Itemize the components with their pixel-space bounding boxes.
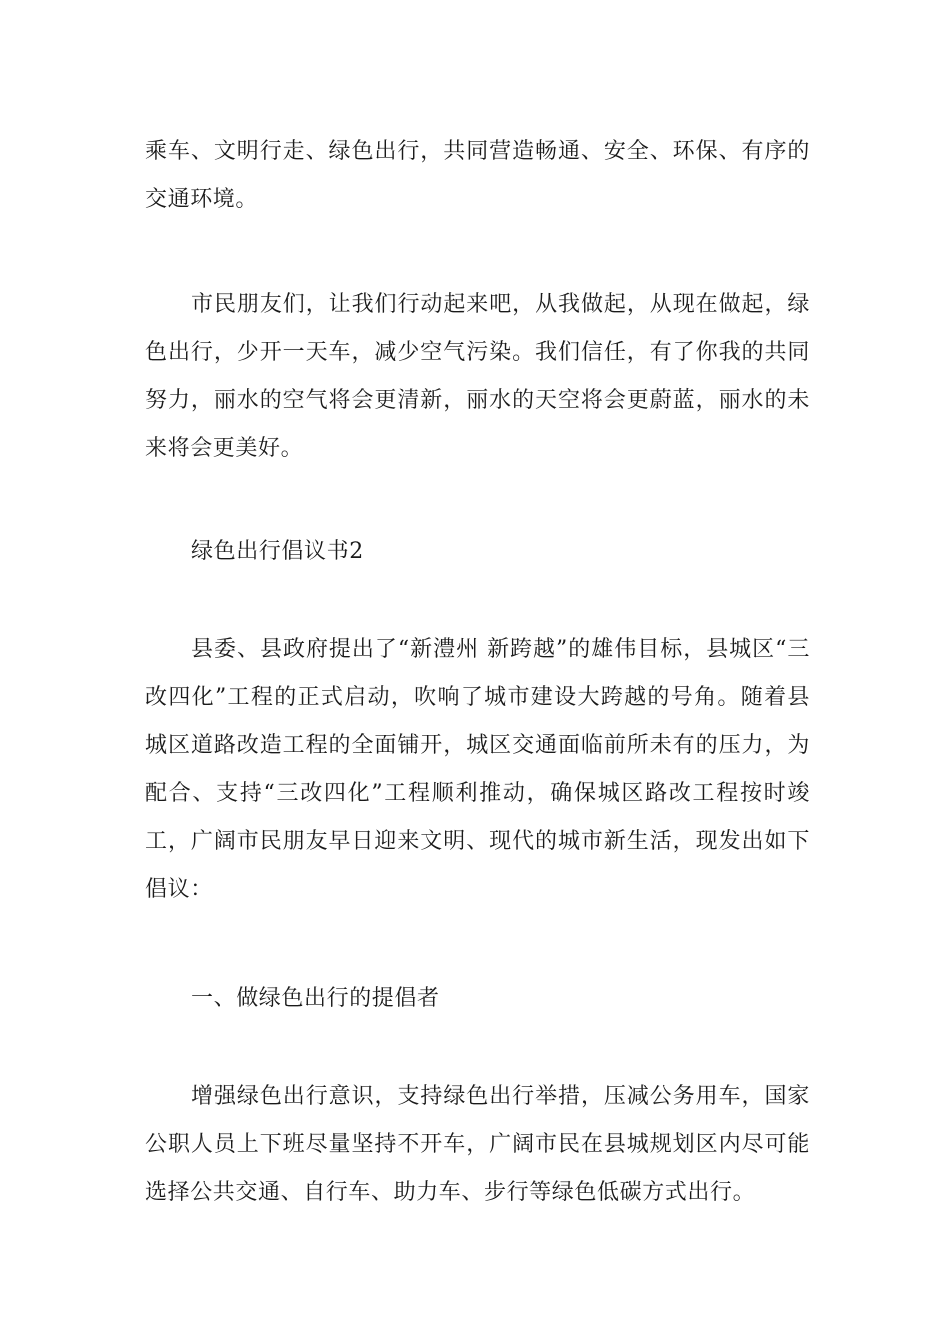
paragraph-continuation: 乘车、文明行走、绿色出行，共同营造畅通、安全、环保、有序的交通环境。 (145, 139, 810, 212)
section-heading-1: 一、做绿色出行的提倡者 (191, 986, 440, 1011)
paragraph-call-to-action: 市民朋友们，让我们行动起来吧，从我做起，从现在做起，绿色出行，少开一天车，减少空气污染。我们信任，有了你我的共同努力，丽水的空气将会更清新，丽水的天空将会更蔚蓝，丽水的未来将会更美好。 (145, 292, 810, 461)
section-title-proposal-2: 绿色出行倡议书2 (191, 539, 364, 564)
paragraph-advocate: 增强绿色出行意识，支持绿色出行举措，压减公务用车，国家公职人员上下班尽量坚持不开车，广阔市民在县城规划区内尽可能选择公共交通、自行车、助力车、步行等绿色低碳方式出行。 (145, 1084, 810, 1205)
paragraph-introduction: 县委、县政府提出了“新澧州 新跨越”的雄伟目标，县城区“三改四化”工程的正式启动，吹响了城市建设大跨越的号角。随着县城区道路改造工程的全面铺开，城区交通面临前所未有的压力，为配合、支持“三改四化”工程顺利推动，确保城区路改工程按时竣工，广阔市民朋友早日迎来文明、现代的城市新生活，现发出如下倡议： (145, 637, 810, 902)
